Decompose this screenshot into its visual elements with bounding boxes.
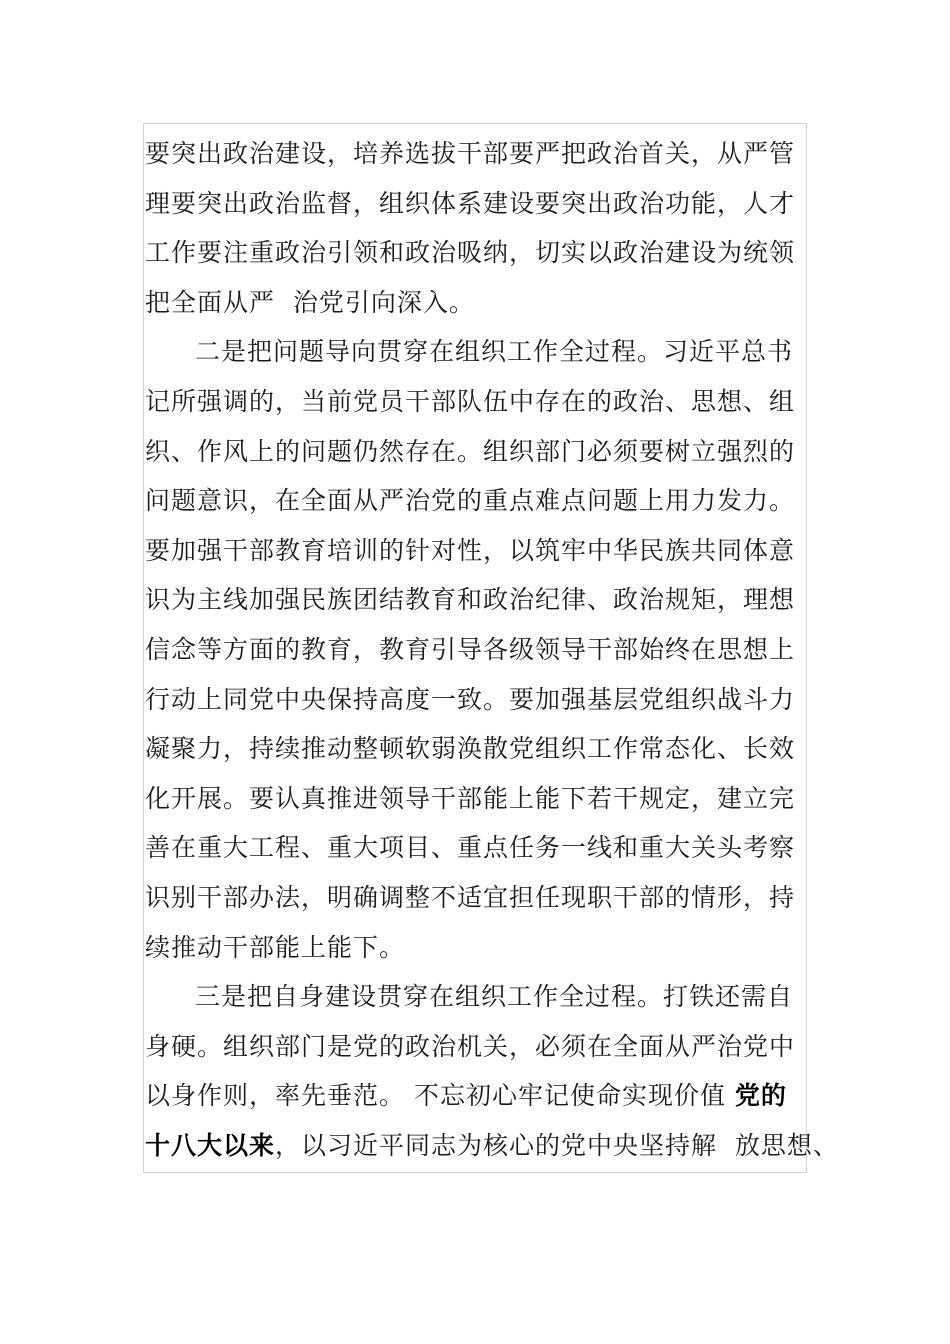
text-line: 把全面从严 治党引向深入。 <box>145 287 475 317</box>
text-line: 记所强调的，当前党员干部队伍中存在的政治、思想、组 <box>145 386 796 416</box>
text-line: 善在重大工程、重大项目、重点任务一线和重大关头考察 <box>145 833 796 863</box>
text-span: ，以习近平同志为核心的党中央坚持解 放思想、 <box>275 1130 839 1160</box>
paragraph-start-line: 二是把问题导向贯穿在组织工作全过程。习近平总书 <box>195 337 794 367</box>
text-line-mixed <box>145 1121 839 1171</box>
text-line: 识别干部办法，明确调整不适宜担任现职干部的情形，持 <box>145 882 796 912</box>
bold-heading-span: 党的 <box>734 1081 787 1111</box>
text-line: 信念等方面的教育，教育引导各级领导干部始终在思想上 <box>145 634 796 664</box>
text-line-mixed <box>145 1071 805 1121</box>
text-line: 工作要注重政治引领和政治吸纳，切实以政治建设为统领 <box>145 238 796 268</box>
text-line: 凝聚力，持续推动整顿软弱涣散党组织工作常态化、长效 <box>145 734 796 764</box>
text-span: 以身作则，率先垂范。 不忘初心牢记使命实现价值 <box>145 1081 735 1111</box>
text-line: 行动上同党中央保持高度一致。要加强基层党组织战斗力 <box>145 684 796 714</box>
text-line: 要突出政治建设，培养选拔干部要严把政治首关，从严管 <box>145 139 796 168</box>
bold-heading-span: 十八大以来 <box>145 1130 276 1160</box>
text-line: 问题意识，在全面从严治党的重点难点问题上用力发力。 <box>145 486 796 516</box>
text-line: 织、作风上的问题仍然存在。组织部门必须要树立强烈的 <box>145 436 796 466</box>
paragraph-start-line: 三是把自身建设贯穿在组织工作全过程。打铁还需自 <box>195 982 794 1012</box>
text-line: 身硬。组织部门是党的政治机关，必须在全面从严治党中 <box>145 1031 796 1061</box>
document-body <box>145 129 839 1170</box>
text-line: 化开展。要认真推进领导干部能上能下若干规定，建立完 <box>145 783 796 813</box>
text-line: 要加强干部教育培训的针对性，以筑牢中华民族共同体意 <box>145 535 796 565</box>
text-line: 理要突出政治监督，组织体系建设要突出政治功能，人才 <box>145 188 796 218</box>
text-line: 续推动干部能上能下。 <box>145 932 406 962</box>
text-line: 识为主线加强民族团结教育和政治纪律、政治规矩，理想 <box>145 585 796 615</box>
